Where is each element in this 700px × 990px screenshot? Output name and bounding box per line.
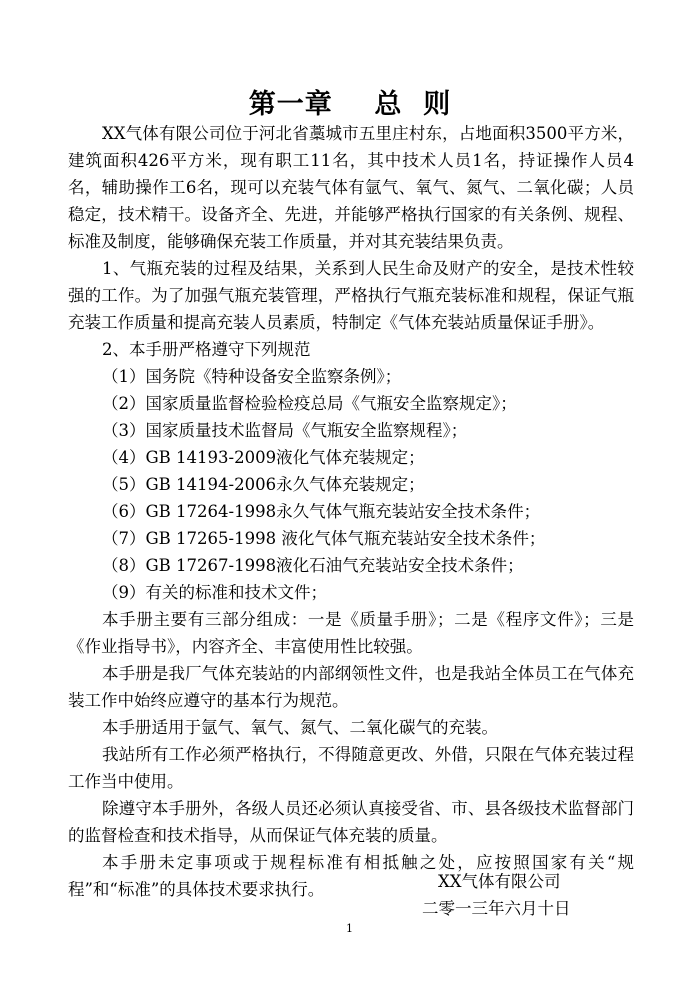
nature-paragraph: 本手册是我厂气体充装站的内部纲领性文件，也是我站全体员工在气体充装工作中始终应遵守的基本行为规范。 xyxy=(68,664,634,710)
standard-item: （2）国家质量监督检验检疫总局《气瓶安全监察规定》； xyxy=(102,394,517,413)
standard-item: （3）国家质量技术监督局《气瓶安全监察规程》； xyxy=(102,421,468,440)
standard-item: （9）有关的标准和技术文件； xyxy=(102,583,327,602)
page-number: 1 xyxy=(346,922,353,935)
standard-item: （8）GB 17267-1998液化石油气充装站安全技术条件； xyxy=(102,556,524,575)
standard-item: （1）国务院《特种设备安全监察条例》； xyxy=(102,367,402,386)
purpose-paragraph: 1、气瓶充装的过程及结果，关系到人民生命及财产的安全，是技术性较强的工作。为了加强气瓶充装管理，严格执行气瓶充装标准和规程，保证气瓶充装工作质量和提高充装人员素质，特制定《气体充装站质量保证手册》。 xyxy=(68,259,634,332)
intro-paragraph: XX气体有限公司位于河北省藁城市五里庄村东，占地面积3500平方米，建筑面积426平方米，现有职工11名，其中技术人员1名，持证操作人员4名，辅助操作工6名，现可以充装气体有氩气、氧气、氮气、二氧化碳；人员稳定，技术精干。设备齐全、先进，并能够严格执行国家的有关条例、规程、标准及制度，能够确保充装工作质量，并对其充装结果负责。 xyxy=(68,124,634,251)
scope-paragraph: 本手册适用于氩气、氧气、氮气、二氧化碳气的充装。 xyxy=(102,718,498,737)
signature-date: 二零一三年六月十日 xyxy=(422,899,571,918)
chapter-title: 第一章 总 则 xyxy=(248,89,452,120)
standard-item: （5）GB 14194-2006永久气体充装规定； xyxy=(102,475,425,494)
supervision-paragraph: 除遵守本手册外，各级人员还必须认真接受省、市、县各级技术监督部门的监督检查和技术指导，从而保证气体充装的质量。 xyxy=(68,799,634,845)
conflict-paragraph: 本手册未定事项或于规程标准有相抵触之处，应按照国家有关“规程”和“标准”的具体技术要求执行。 xyxy=(68,853,634,899)
standards-heading: 2、本手册严格遵守下列规范 xyxy=(102,340,311,359)
composition-paragraph: 本手册主要有三部分组成：一是《质量手册》；二是《程序文件》；三是《作业指导书》，内容齐全、丰富使用性比较强。 xyxy=(68,610,634,656)
standard-item: （4）GB 14193-2009液化气体充装规定； xyxy=(102,448,425,467)
body-text xyxy=(68,120,634,903)
signature-company: XX气体有限公司 xyxy=(438,872,561,891)
standard-item: （7）GB 17265-1998 液化气体气瓶充装站安全技术条件； xyxy=(102,529,546,548)
standard-item: （6）GB 17264-1998永久气体气瓶充装站安全技术条件； xyxy=(102,502,541,521)
usage-paragraph: 我站所有工作必须严格执行，不得随意更改、外借，只限在气体充装过程工作当中使用。 xyxy=(68,745,634,791)
